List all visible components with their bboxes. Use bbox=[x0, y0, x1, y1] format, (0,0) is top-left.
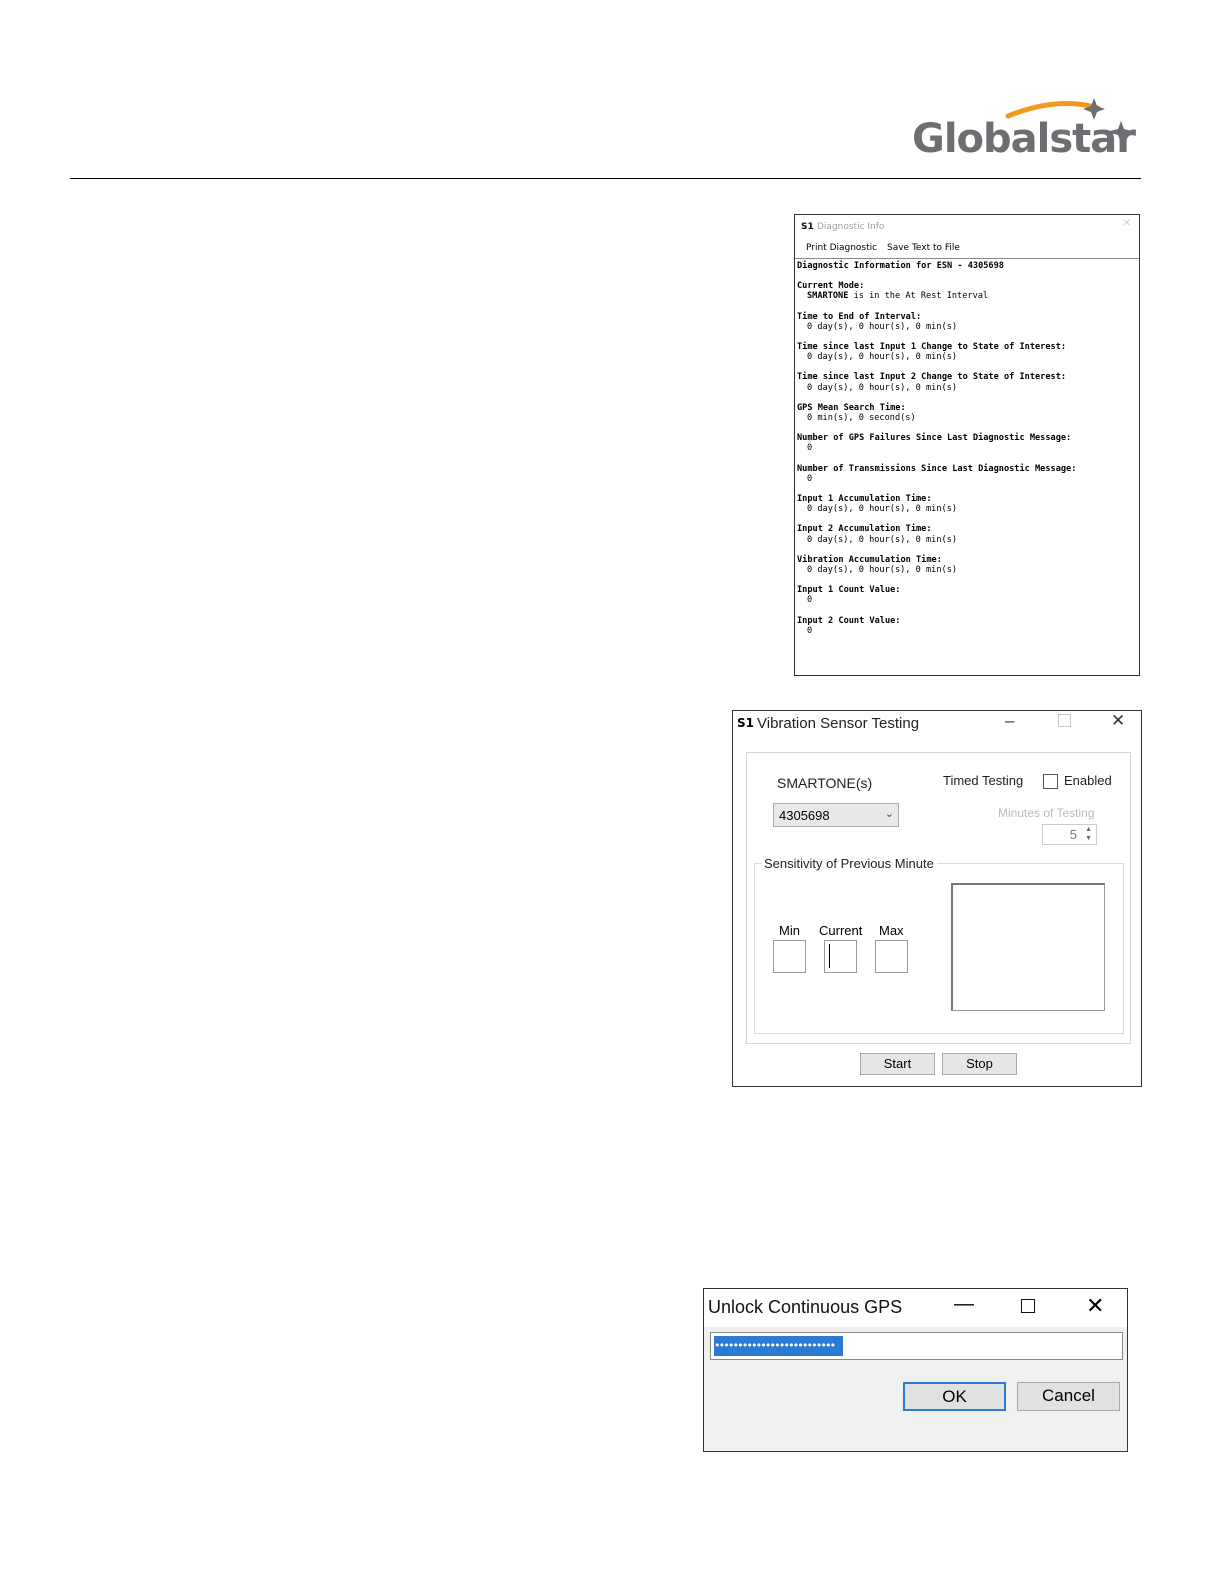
logo-text: Globalstar bbox=[912, 116, 1136, 162]
close-icon[interactable]: ✕ bbox=[1111, 711, 1126, 730]
stop-button[interactable]: Stop bbox=[942, 1053, 1017, 1075]
diag-value: 0 day(s), 0 hour(s), 0 min(s) bbox=[807, 504, 958, 515]
menu-save-text-to-file[interactable]: Save Text to File bbox=[887, 243, 960, 253]
diag-value: 0 day(s), 0 hour(s), 0 min(s) bbox=[807, 352, 958, 363]
diag-value: 0 bbox=[807, 443, 813, 454]
diagnostic-text bbox=[795, 259, 1139, 636]
current-mode-state: is in the At Rest Interval bbox=[848, 291, 989, 302]
diag-label: Input 1 Count Value: bbox=[797, 585, 901, 596]
close-icon[interactable]: ✕ bbox=[1086, 1293, 1105, 1318]
diag-label: Number of Transmissions Since Last Diagnostic Message: bbox=[797, 463, 1077, 474]
app-icon: S1 bbox=[737, 716, 754, 730]
diag-value: 0 day(s), 0 hour(s), 0 min(s) bbox=[807, 534, 958, 545]
diagnostic-heading: Diagnostic Information for ESN - 4305698 bbox=[797, 261, 1004, 271]
diag-value: 0 bbox=[807, 595, 813, 606]
maximize-icon bbox=[1058, 714, 1071, 727]
window-title: Vibration Sensor Testing bbox=[757, 715, 920, 732]
diag-section bbox=[797, 464, 1137, 484]
diag-section bbox=[797, 342, 1137, 362]
diag-label: Vibration Accumulation Time: bbox=[797, 554, 942, 565]
smartone-select[interactable] bbox=[773, 803, 899, 827]
current-mode-label: Current Mode: bbox=[797, 281, 865, 292]
minimize-icon[interactable]: – bbox=[1005, 711, 1015, 730]
diag-value: 0 day(s), 0 hour(s), 0 min(s) bbox=[807, 382, 958, 393]
smartone-value: 4305698 bbox=[779, 808, 830, 823]
maximize-icon[interactable] bbox=[1021, 1299, 1035, 1313]
start-button[interactable]: Start bbox=[860, 1053, 935, 1075]
dialog-title: Unlock Continuous GPS bbox=[708, 1297, 903, 1317]
diag-label: Input 1 Accumulation Time: bbox=[797, 494, 932, 505]
current-mode-value bbox=[797, 291, 1137, 301]
current-field[interactable] bbox=[824, 940, 857, 973]
min-field[interactable] bbox=[773, 940, 806, 973]
titlebar bbox=[795, 215, 1139, 237]
menu-print-diagnostic[interactable]: Print Diagnostic bbox=[806, 243, 878, 253]
diag-section bbox=[797, 372, 1137, 392]
diag-section bbox=[797, 555, 1137, 575]
minutes-value: 5 bbox=[1069, 827, 1077, 842]
diag-label: Time since last Input 2 Change to State of Interest: bbox=[797, 372, 1067, 383]
cancel-button[interactable]: Cancel bbox=[1017, 1382, 1120, 1411]
diag-section bbox=[797, 312, 1137, 332]
text-caret bbox=[829, 944, 830, 968]
password-selection: •••••••••••••••••••••••••• bbox=[714, 1336, 843, 1356]
minimize-icon[interactable]: — bbox=[954, 1293, 974, 1315]
ok-button[interactable]: OK bbox=[903, 1382, 1006, 1411]
diag-section bbox=[797, 585, 1137, 605]
min-label: Min bbox=[779, 923, 800, 938]
menubar bbox=[795, 237, 1139, 259]
vibration-sensor-testing-window bbox=[732, 710, 1142, 1087]
diag-value: 0 day(s), 0 hour(s), 0 min(s) bbox=[807, 565, 958, 576]
header-rule bbox=[70, 178, 1141, 179]
enabled-label: Enabled bbox=[1064, 773, 1112, 788]
timed-testing-label: Timed Testing bbox=[943, 773, 1024, 788]
diag-value: 0 min(s), 0 second(s) bbox=[807, 413, 916, 424]
stepper-arrows-icon[interactable]: ▲ ▼ bbox=[1085, 826, 1092, 842]
max-label: Max bbox=[879, 923, 904, 938]
diag-value: 0 bbox=[807, 473, 813, 484]
diag-label: Number of GPS Failures Since Last Diagnostic Message: bbox=[797, 433, 1072, 444]
current-mode-device: SMARTONE bbox=[807, 291, 849, 302]
diag-label: Time since last Input 1 Change to State of Interest: bbox=[797, 342, 1067, 353]
minutes-of-testing-label: Minutes of Testing bbox=[998, 806, 1095, 820]
sensitivity-label: Sensitivity of Previous Minute bbox=[761, 856, 937, 871]
chevron-down-icon: ⌄ bbox=[884, 808, 894, 820]
diag-section bbox=[797, 616, 1137, 636]
diag-value: 0 day(s), 0 hour(s), 0 min(s) bbox=[807, 321, 958, 332]
smartone-label: SMARTONE(s) bbox=[777, 775, 873, 791]
window-title: Diagnostic Info bbox=[817, 222, 885, 232]
current-mode-section bbox=[797, 281, 1137, 301]
titlebar bbox=[704, 1289, 1127, 1327]
password-input[interactable] bbox=[710, 1332, 1123, 1360]
close-icon[interactable]: ✕ bbox=[1122, 218, 1131, 229]
diag-section bbox=[797, 433, 1137, 453]
globalstar-logo bbox=[908, 96, 1144, 166]
diag-label: Input 2 Count Value: bbox=[797, 615, 901, 626]
max-field[interactable] bbox=[875, 940, 908, 973]
diag-label: Input 2 Accumulation Time: bbox=[797, 524, 932, 535]
enabled-checkbox[interactable] bbox=[1043, 774, 1058, 789]
diag-label: GPS Mean Search Time: bbox=[797, 402, 906, 413]
diag-section bbox=[797, 494, 1137, 514]
diag-value: 0 bbox=[807, 625, 813, 636]
minutes-stepper[interactable] bbox=[1042, 824, 1097, 845]
diag-section bbox=[797, 403, 1137, 423]
current-label: Current bbox=[819, 923, 863, 938]
unlock-continuous-gps-dialog bbox=[703, 1288, 1128, 1452]
diag-label: Time to End of Interval: bbox=[797, 311, 922, 322]
diag-section bbox=[797, 524, 1137, 544]
app-icon: S1 bbox=[801, 222, 814, 232]
sensitivity-output-box bbox=[951, 883, 1105, 1011]
diagnostic-info-window bbox=[794, 214, 1140, 676]
